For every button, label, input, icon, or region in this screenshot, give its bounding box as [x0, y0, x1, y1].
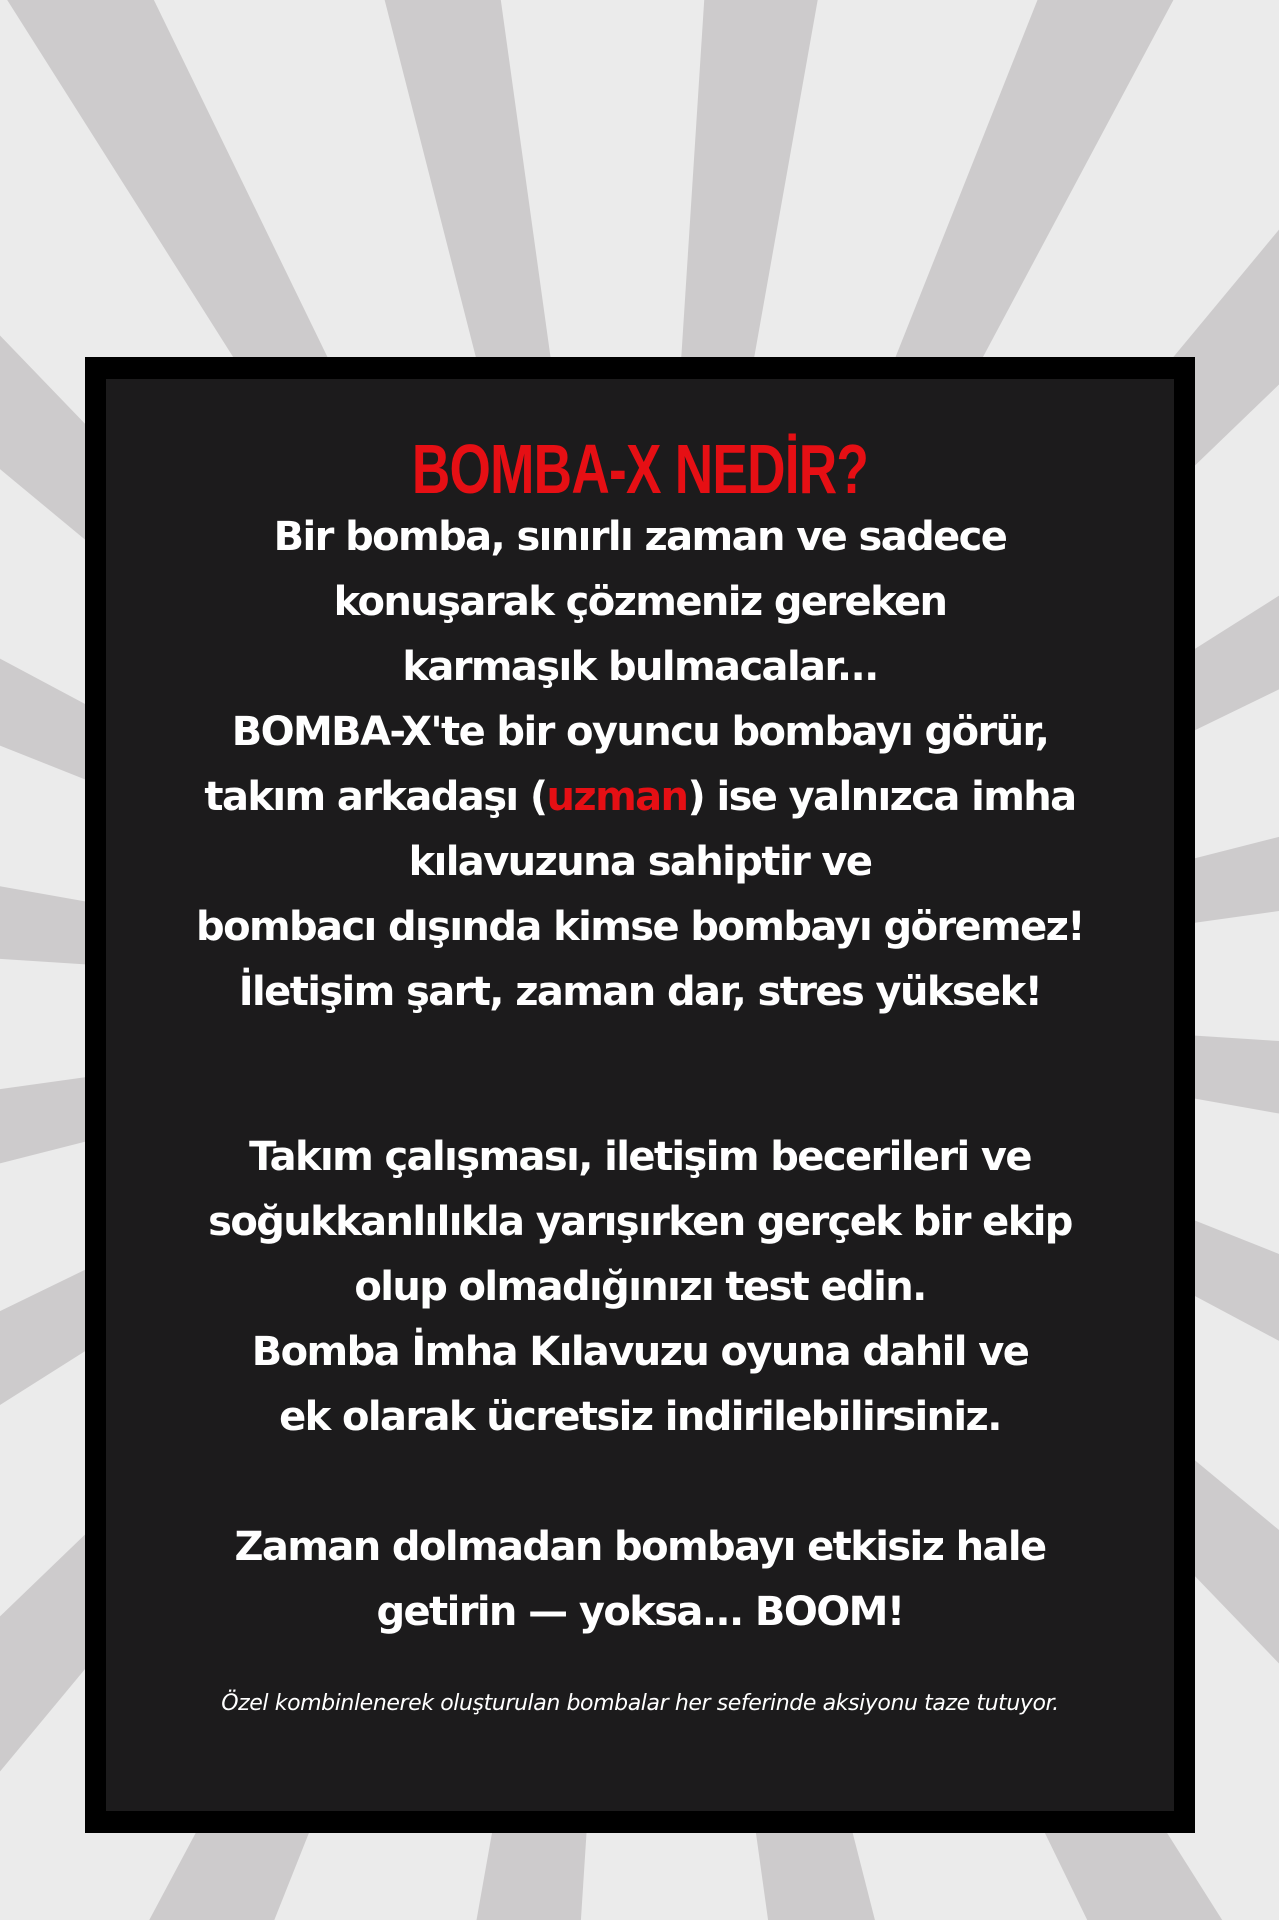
- highlight-word: uzman: [546, 774, 688, 820]
- text-line: konuşarak çözmeniz gereken: [333, 579, 947, 625]
- text-line: karmaşık bulmacalar...: [402, 644, 878, 690]
- text-line: Bir bomba, sınırlı zaman ve sadece: [273, 514, 1007, 560]
- text-line: getirin — yoksa... BOOM!: [376, 1589, 904, 1635]
- text-fragment: ) ise yalnızca imha: [687, 774, 1076, 820]
- info-card-inner: [106, 379, 1174, 1811]
- text-line: kılavuzuna sahiptir ve: [408, 839, 872, 885]
- text-line: Bomba İmha Kılavuzu oyuna dahil ve: [251, 1329, 1029, 1375]
- description-paragraph: [146, 505, 1134, 1025]
- text-line: ek olarak ücretsiz indirilebilirsiniz.: [279, 1394, 1001, 1440]
- footnote: Özel kombinlenerek oluşturulan bombalar her seferinde aksiyonu taze tutuyor.: [221, 1691, 1059, 1716]
- closing-paragraph: [146, 1515, 1134, 1645]
- title: BOMBA-X NEDİR?: [411, 430, 869, 508]
- text-fragment: takım arkadaşı (: [204, 774, 547, 820]
- text-line: olup olmadığınızı test edin.: [354, 1264, 926, 1310]
- text-line: bombacı dışında kimse bombayı göremez!: [196, 904, 1084, 950]
- info-card: [85, 357, 1195, 1833]
- teamwork-paragraph: [146, 1125, 1134, 1450]
- text-line: BOMBA-X'te bir oyuncu bombayı görür,: [231, 709, 1049, 755]
- text-line: soğukkanlılıkla yarışırken gerçek bir ekip: [208, 1199, 1072, 1245]
- text-line: Zaman dolmadan bombayı etkisiz hale: [234, 1524, 1046, 1570]
- text-line: [146, 765, 1134, 830]
- text-line: İletişim şart, zaman dar, stres yüksek!: [238, 969, 1042, 1015]
- text-line: Takım çalışması, iletişim becerileri ve: [249, 1134, 1031, 1180]
